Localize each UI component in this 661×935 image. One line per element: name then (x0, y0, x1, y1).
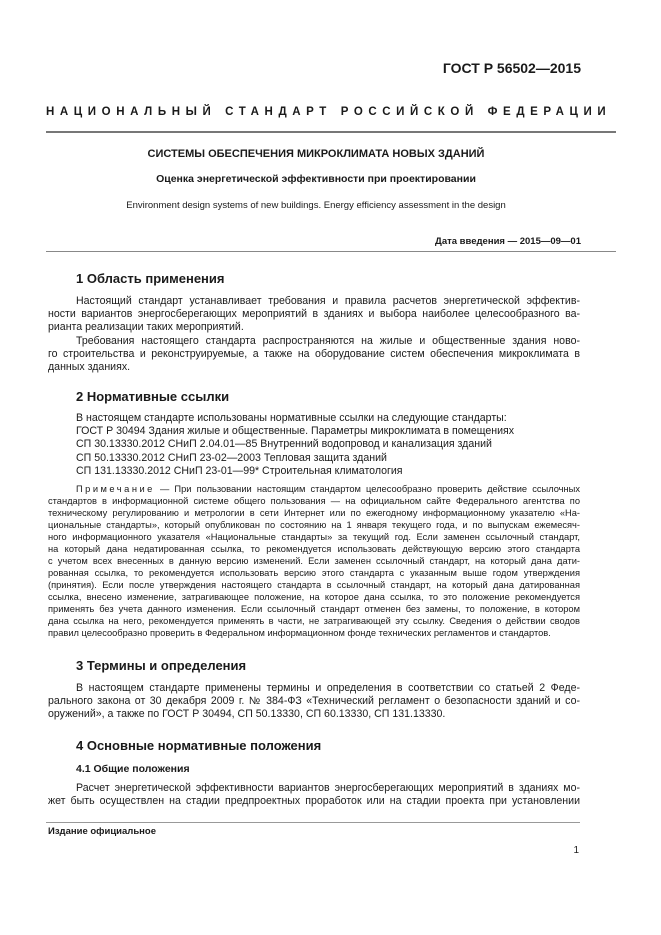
note-first-line (48, 483, 580, 495)
text-line: оружений», а также по ГОСТ Р 30494, СП 50.13330, СП 60.13330, СП 131.13330. (48, 708, 446, 721)
note-line: применять без учета данного изменения. Если ссылочный стандарт отменен без замены, то положение, в котором (48, 604, 580, 614)
note-line: с учетом всех внесенных в данную версию изменений. Если заменен ссылочный стандарт, на который дана дати- (48, 556, 580, 566)
note-line: циональные стандарты», который опубликован по состоянию на 1 января текущего года, и по выпускам ежемесяч- (48, 520, 580, 530)
introduction-date: Дата введения — 2015—09—01 (435, 236, 581, 247)
text-line: Настоящий стандарт устанавливает требования и правила расчетов энергетической эффектив- (76, 295, 580, 307)
text-line: Требования настоящего стандарта распространяются на жилые и общественные здания ново- (76, 334, 580, 347)
text-line: рианта реализации таких мероприятий. (48, 321, 244, 334)
document-subtitle: Оценка энергетической эффективности при проектировании (156, 173, 476, 185)
reference-item: СП 131.13330.2012 СНиП 23-01—99* Строительная климатология (76, 464, 403, 477)
text-line: В настоящем стандарте применены термины и определения в соответствии со статьей 2 Феде- (76, 682, 580, 694)
national-standard-banner: НАЦИОНАЛЬНЫЙ СТАНДАРТ РОССИЙСКОЙ ФЕДЕРАЦИИ (46, 106, 612, 118)
page-number: 1 (573, 845, 579, 856)
note-line: ссылка, внесено изменение, затрагивающее положение, на которое дана ссылка, то это положение рекомендуется (48, 592, 580, 602)
gost-code: ГОСТ Р 56502—2015 (442, 60, 581, 76)
reference-item: СП 50.13330.2012 СНиП 23-02—2003 Тепловая защита зданий (76, 451, 387, 464)
note-line: (принятия). Если после утверждения настоящего стандарта в ссылочный стандарт, на который дана датированная (48, 580, 580, 590)
document-title-english: Environment design systems of new buildings. Energy efficiency assessment in the design (126, 200, 506, 211)
section-4-heading: 4 Основные нормативные положения (76, 738, 322, 753)
text-line: жет быть осуществлен на стадии предпроектных проработок или на стадии проекта при установлении (48, 795, 580, 808)
reference-item: ГОСТ Р 30494 Здания жилые и общественные. Параметры микроклимата в помещениях (76, 425, 515, 438)
references-note (48, 483, 580, 639)
official-edition-label: Издание официальное (48, 826, 156, 837)
note-line: на который дана недатированная ссылка, то рекомендуется использовать действующую версию этого стандарта (48, 544, 580, 554)
note-line: правил целесообразно проверить в Федеральном информационном фонде технических регламентов и стандартов. (48, 628, 551, 638)
section-4-text (48, 782, 580, 808)
document-title: СИСТЕМЫ ОБЕСПЕЧЕНИЯ МИКРОКЛИМАТА НОВЫХ ЗДАНИЙ (147, 148, 485, 160)
reference-item: СП 30.13330.2012 СНиП 2.04.01—85 Внутренний водопровод и канализация зданий (76, 438, 492, 451)
section-1-heading: 1 Область применения (76, 271, 225, 286)
normative-references-list (76, 412, 514, 478)
header-divider (46, 131, 616, 133)
text-line: ности вариантов энергосберегающих мероприятий в зданиях и выбора наиболее целесообразного ва- (48, 308, 580, 321)
footer-divider (46, 822, 580, 823)
section-3-text (48, 682, 580, 722)
text-line: го строительства и реконструируемые, а также на оборудование систем обеспечения микроклимата в (48, 347, 580, 360)
section-3-heading: 3 Термины и определения (76, 658, 247, 673)
text-line: Расчет энергетической эффективности вариантов энергосберегающих мероприятий в зданиях мо- (76, 782, 580, 794)
note-text: — При пользовании настоящим стандартом целесообразно проверить действие ссылочных (154, 484, 580, 494)
note-line: дана ссылка на него, рекомендуется применять в части, не затрагивающей эту ссылку. Сведения о действии сводов (48, 616, 580, 626)
note-line: ного информационного указателя «Национальные стандарты» за текущий год. Если заменен ссылочный стандарт, (48, 532, 580, 542)
references-intro: В настоящем стандарте использованы нормативные ссылки на следующие стандарты: (76, 412, 507, 424)
note-line: техническому регулированию и метрологии в сети Интернет или по ежегодному информационному указателю «На- (48, 508, 580, 518)
section-1-text (48, 295, 580, 374)
title-divider (46, 251, 616, 252)
note-line: стандартов в информационной системе общего пользования — на официальном сайте Федерального агентства по (48, 496, 580, 506)
note-line: рованная ссылка, то рекомендуется использовать версию этого стандарта с указанным выше годом утверждения (48, 568, 580, 578)
section-2-heading: 2 Нормативные ссылки (76, 389, 230, 404)
subsection-4-1-heading: 4.1 Общие положения (76, 763, 190, 775)
text-line: рального закона от 30 декабря 2009 г. № 384-ФЗ «Технический регламент о безопасности зданий и со- (48, 695, 580, 708)
note-label: Примечание (76, 484, 155, 494)
text-line: данных зданиях. (48, 361, 131, 374)
